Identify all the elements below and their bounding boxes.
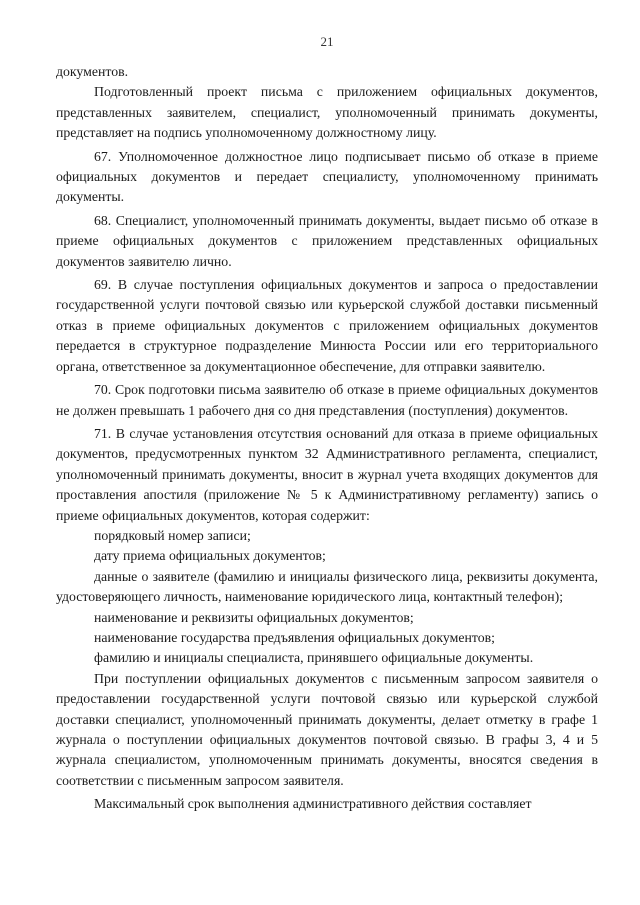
paragraph-continuation: документов. (56, 64, 129, 79)
list-item-specialist-name: фамилию и инициалы специалиста, принявшего официальные документы. (94, 650, 534, 666)
paragraph-max-duration: Максимальный срок выполнения административного действия составляет (94, 796, 532, 812)
paragraph-69: 69. В случае поступления официальных документов и запроса о предоставлении государственной услуги почтовой связью или курьерской службой доставки письменный отказ в приеме официальных документов с приложением официальных документов передается в структурное подразделение Минюста России или его территориального органа, ответственное за документационное обеспечение, для отправки заявителю. (56, 277, 598, 374)
paragraph-70: 70. Срок подготовки письма заявителю об отказе в приеме официальных документов не должен превышать 1 рабочего дня со дня представления (поступления) документов. (56, 382, 598, 418)
list-item-applicant-data: данные о заявителе (фамилию и инициалы физического лица, реквизиты документа, удостоверяющего личность, наименование юридического лица, контактный телефон); (56, 568, 598, 605)
paragraph-draft-letter: Подготовленный проект письма с приложением официальных документов, представленных заявителем, специалист, уполномоченный принимать документы, представляет на подпись уполномоченному должностному лицу. (56, 84, 598, 141)
list-item-target-country: наименование государства предъявления официальных документов; (94, 629, 495, 645)
document-page (56, 34, 598, 815)
paragraph-67: 67. Уполномоченное должностное лицо подписывает письмо об отказе в приеме официальных документов и передает специалисту, уполномоченному принимать документы. (56, 148, 598, 205)
list-item-reception-date: дату приема официальных документов; (94, 548, 326, 564)
list-item-record-number: порядковый номер записи; (94, 527, 251, 543)
paragraph-postal-submission: При поступлении официальных документов с письменным запросом заявителя о предоставлении государственной услуги почтовой связью или курьерской службой доставки специалист, уполномоченный принимать документы, делает отметку в графе 1 журнала о поступлении официальных документов почтовой связью. В графы 3, 4 и 5 журнала специалистом, уполномоченным принимать документы, вносятся сведения в соответствии с письменным запросом заявителя. (56, 670, 598, 788)
paragraph-68: 68. Специалист, уполномоченный принимать документы, выдает письмо об отказе в приеме официальных документов с приложением представленных официальных документов заявителю лично. (56, 212, 598, 269)
page-number: 21 (320, 34, 334, 49)
list-item-document-details: наименование и реквизиты официальных документов; (94, 609, 414, 625)
paragraph-71: 71. В случае установления отсутствия оснований для отказа в приеме официальных документов, предусмотренных пунктом 32 Административного регламента, специалист, уполномоченный принимать документы, вносит в журнал учета входящих документов для проставления апостиля (приложение № 5 к Административному регламенту) запись о приеме официальных документов, которая содержит: (56, 425, 598, 523)
